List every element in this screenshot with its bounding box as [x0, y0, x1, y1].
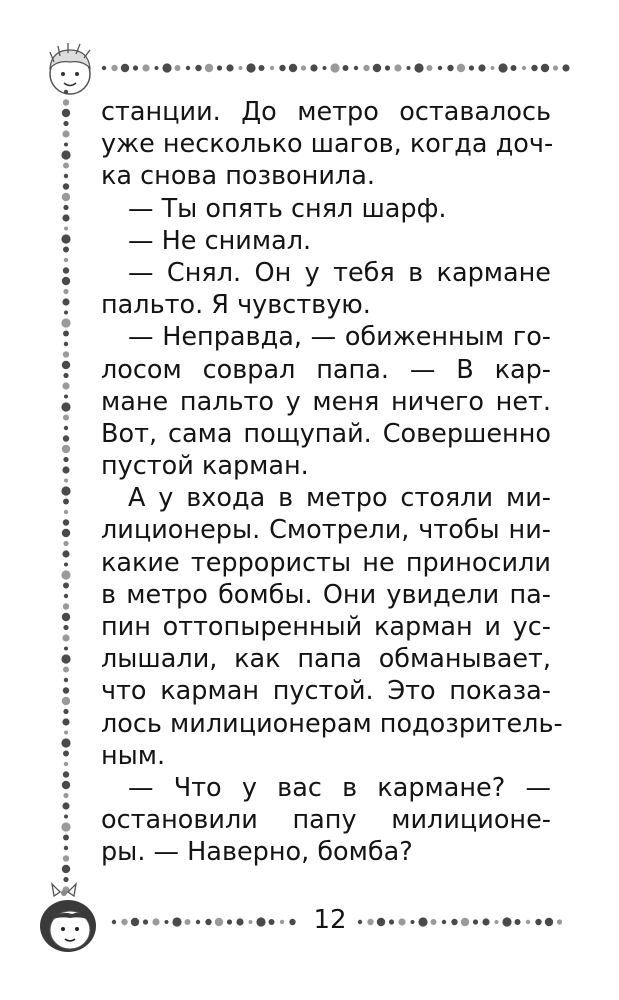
decor-dot: [63, 267, 69, 273]
text-line: — Что у вас в кармане? —: [128, 772, 551, 803]
text-line: пустой карман.: [101, 451, 309, 482]
decor-dot: [61, 822, 70, 831]
decor-dot: [427, 65, 433, 71]
decor-dot: [62, 529, 70, 537]
decor-dot: [279, 65, 285, 71]
text-line: пальто. Я чувствую.: [101, 290, 371, 321]
paragraph: [101, 772, 551, 869]
decor-dot: [62, 697, 70, 705]
decor-dot: [64, 342, 68, 346]
decor-dot: [64, 174, 68, 178]
decor-dot: [451, 919, 457, 925]
left-dot-border: [58, 88, 74, 900]
decor-dot: [482, 918, 489, 925]
decor-dot: [64, 311, 68, 315]
decor-dot: [398, 918, 405, 925]
decor-dot: [535, 919, 541, 925]
decor-dot: [289, 919, 295, 925]
decor-dot: [195, 65, 201, 71]
decor-dot: [256, 917, 265, 926]
text-line: в метро бомбы. Они увидели па-: [101, 579, 551, 610]
decor-dot: [495, 920, 499, 924]
text-line: — Ты опять снял шарф.: [128, 193, 447, 224]
text-line: А у входа в метро стояли ми-: [128, 483, 551, 514]
decor-dot: [64, 594, 68, 598]
decor-dot: [301, 65, 306, 70]
decor-dot: [531, 65, 537, 71]
decor-dot: [502, 917, 511, 926]
decor-dot: [63, 603, 69, 609]
bottom-right-dot-border: [356, 914, 571, 930]
decor-dot: [63, 183, 69, 189]
decor-dot: [112, 920, 116, 924]
decor-dot: [442, 920, 446, 924]
decor-dot: [63, 583, 69, 589]
decor-dot: [310, 64, 317, 71]
decor-dot: [63, 709, 68, 714]
decor-dot: [469, 65, 474, 70]
decor-dot: [62, 718, 69, 725]
decor-dot: [61, 570, 70, 579]
decor-dot: [414, 63, 423, 72]
decor-dot: [63, 289, 68, 294]
decor-dot: [64, 426, 68, 430]
decor-dot: [411, 920, 415, 924]
decor-dot: [62, 130, 69, 137]
decor-dot: [377, 918, 385, 926]
text-line: лышали, как папа обманывает,: [101, 644, 551, 675]
decor-dot: [62, 634, 69, 641]
decor-dot: [498, 63, 507, 72]
decor-dot: [522, 66, 526, 70]
decor-dot: [438, 66, 442, 70]
text-line: лось милиционерам подозритель-: [101, 708, 563, 739]
decor-dot: [102, 66, 106, 70]
decor-dot: [63, 499, 69, 505]
decor-dot: [227, 919, 232, 924]
decor-dot: [239, 66, 243, 70]
decor-dot: [63, 625, 68, 630]
decor-dot: [343, 65, 349, 71]
decor-dot: [152, 918, 159, 925]
decor-dot: [64, 479, 68, 483]
decor-dot: [63, 855, 69, 861]
decor-dot: [62, 109, 70, 117]
decor-dot: [185, 919, 191, 925]
decor-dot: [63, 771, 69, 777]
decor-dot: [457, 64, 465, 72]
decor-dot: [61, 402, 70, 411]
decor-dot: [354, 66, 358, 70]
decor-dot: [61, 738, 70, 747]
decor-dot: [63, 121, 68, 126]
decor-dot: [63, 751, 69, 757]
decor-dot: [270, 66, 274, 70]
decor-dot: [407, 66, 411, 70]
decor-dot: [64, 258, 68, 262]
decor-dot: [63, 415, 69, 421]
decor-dot: [363, 65, 369, 71]
paragraph: [101, 96, 554, 193]
decor-dot: [63, 205, 68, 210]
decor-dot: [172, 917, 181, 926]
decor-dot: [62, 802, 69, 809]
text-line: Вот, сама пощупай. Совершенно: [101, 418, 551, 449]
decor-dot: [491, 66, 495, 70]
decor-dot: [64, 762, 68, 766]
decor-dot: [63, 351, 69, 357]
decor-dot: [249, 920, 253, 924]
decor-dot: [62, 277, 70, 285]
decor-dot: [61, 654, 70, 663]
decor-dot: [447, 65, 453, 71]
decor-dot: [63, 519, 69, 525]
decor-dot: [431, 919, 437, 925]
decor-dot: [63, 835, 69, 841]
decor-dot: [62, 214, 69, 221]
decor-dot: [562, 64, 569, 71]
paragraph: [101, 193, 551, 225]
decor-dot: [259, 65, 265, 71]
decor-dot: [63, 435, 69, 441]
text-line: мане пальто у меня ничего нет.: [101, 386, 551, 417]
decor-dot: [63, 99, 69, 105]
decor-dot: [64, 227, 68, 231]
decor-dot: [63, 457, 68, 462]
decor-dot: [246, 63, 255, 72]
text-line: какие террористы не приносили: [101, 547, 551, 578]
decor-dot: [162, 63, 171, 72]
text-line: ры. — Наверно, бомба?: [101, 837, 413, 868]
decor-dot: [215, 918, 223, 926]
decor-dot: [389, 919, 394, 924]
decor-dot: [63, 373, 68, 378]
decor-dot: [142, 64, 149, 71]
decor-dot: [280, 920, 284, 924]
decor-dot: [358, 920, 362, 924]
decor-dot: [557, 919, 562, 924]
bottom-left-dot-border: [110, 914, 300, 930]
decor-dot: [63, 667, 69, 673]
decor-dot: [394, 64, 401, 71]
text-line: ным.: [101, 740, 166, 771]
decor-dot: [205, 919, 211, 925]
decor-dot: [63, 793, 68, 798]
text-line: лиционеры. Смотрели, чтобы ни-: [101, 515, 551, 546]
decor-dot: [236, 918, 243, 925]
decor-dot: [226, 64, 233, 71]
decor-dot: [64, 510, 68, 514]
decor-dot: [63, 247, 69, 253]
decor-dot: [62, 781, 70, 789]
decor-dot: [186, 66, 190, 70]
decor-dot: [323, 66, 327, 70]
paragraph: [101, 225, 551, 257]
decor-dot: [269, 919, 275, 925]
decor-dot: [61, 486, 70, 495]
decor-dot: [473, 919, 478, 924]
text-line: пин оттопыренный карман и ус-: [101, 612, 551, 642]
top-dot-border: [100, 60, 570, 76]
decor-dot: [385, 65, 390, 70]
decor-dot: [330, 63, 339, 72]
text-line: — Неправда, — обиженным го-: [128, 322, 551, 353]
text-line: станции. До метро оставалось: [101, 97, 551, 127]
decor-dot: [64, 647, 68, 651]
text-line: уже несколько шагов, когда доч-: [101, 129, 554, 160]
decor-dot: [418, 917, 427, 926]
text-line: ка снова позвонила.: [101, 161, 375, 192]
decor-dot: [526, 920, 530, 924]
decor-dot: [62, 361, 70, 369]
decor-dot: [64, 143, 68, 147]
paragraph: [101, 321, 551, 482]
decor-dot: [64, 90, 68, 94]
decor-dot: [64, 846, 68, 850]
decor-dot: [217, 65, 222, 70]
decor-dot: [62, 445, 70, 453]
decor-dot: [373, 64, 381, 72]
decor-dot: [62, 193, 70, 201]
decor-dot: [121, 64, 129, 72]
decor-dot: [461, 918, 469, 926]
decor-dot: [62, 466, 69, 473]
decor-dot: [205, 64, 213, 72]
text-line: лосом соврал папа. — В кар-: [101, 354, 551, 385]
decor-dot: [64, 395, 68, 399]
decor-dot: [63, 331, 69, 337]
paragraph: [101, 257, 551, 321]
girl-face-with-bow-icon: [30, 882, 108, 958]
decor-dot: [62, 865, 70, 873]
text-line: — Не снимал.: [128, 225, 312, 256]
decor-dot: [143, 919, 148, 924]
decor-dot: [133, 65, 138, 70]
text-line: остановили папу милиционе-: [101, 805, 551, 836]
decor-dot: [111, 65, 117, 71]
paragraph: [101, 482, 563, 772]
page-number: 12: [313, 905, 347, 935]
decor-dot: [541, 64, 549, 72]
decor-dot: [155, 66, 159, 70]
decor-dot: [63, 163, 69, 169]
decor-dot: [553, 65, 558, 70]
decor-dot: [165, 920, 169, 924]
decor-dot: [478, 64, 485, 71]
decor-dot: [62, 298, 69, 305]
decor-dot: [62, 382, 69, 389]
text-line: что карман пустой. Это показа-: [101, 676, 551, 707]
decor-dot: [61, 234, 70, 243]
decor-dot: [545, 918, 553, 926]
text-line: — Снял. Он у тебя в кармане: [128, 257, 551, 288]
decor-dot: [175, 65, 181, 71]
main-text: [101, 96, 563, 869]
decor-dot: [64, 563, 68, 567]
decor-dot: [515, 919, 521, 925]
decor-dot: [64, 815, 68, 819]
decor-dot: [196, 920, 200, 924]
decor-dot: [64, 678, 68, 682]
decor-dot: [289, 64, 297, 72]
decor-dot: [64, 731, 68, 735]
decor-dot: [62, 613, 70, 621]
decor-dot: [511, 65, 517, 71]
decor-dot: [62, 550, 69, 557]
decor-dot: [61, 150, 70, 159]
decor-dot: [131, 918, 139, 926]
decor-dot: [367, 919, 373, 925]
decor-dot: [121, 919, 127, 925]
decor-dot: [61, 318, 70, 327]
decor-dot: [63, 687, 69, 693]
decor-dot: [63, 541, 68, 546]
